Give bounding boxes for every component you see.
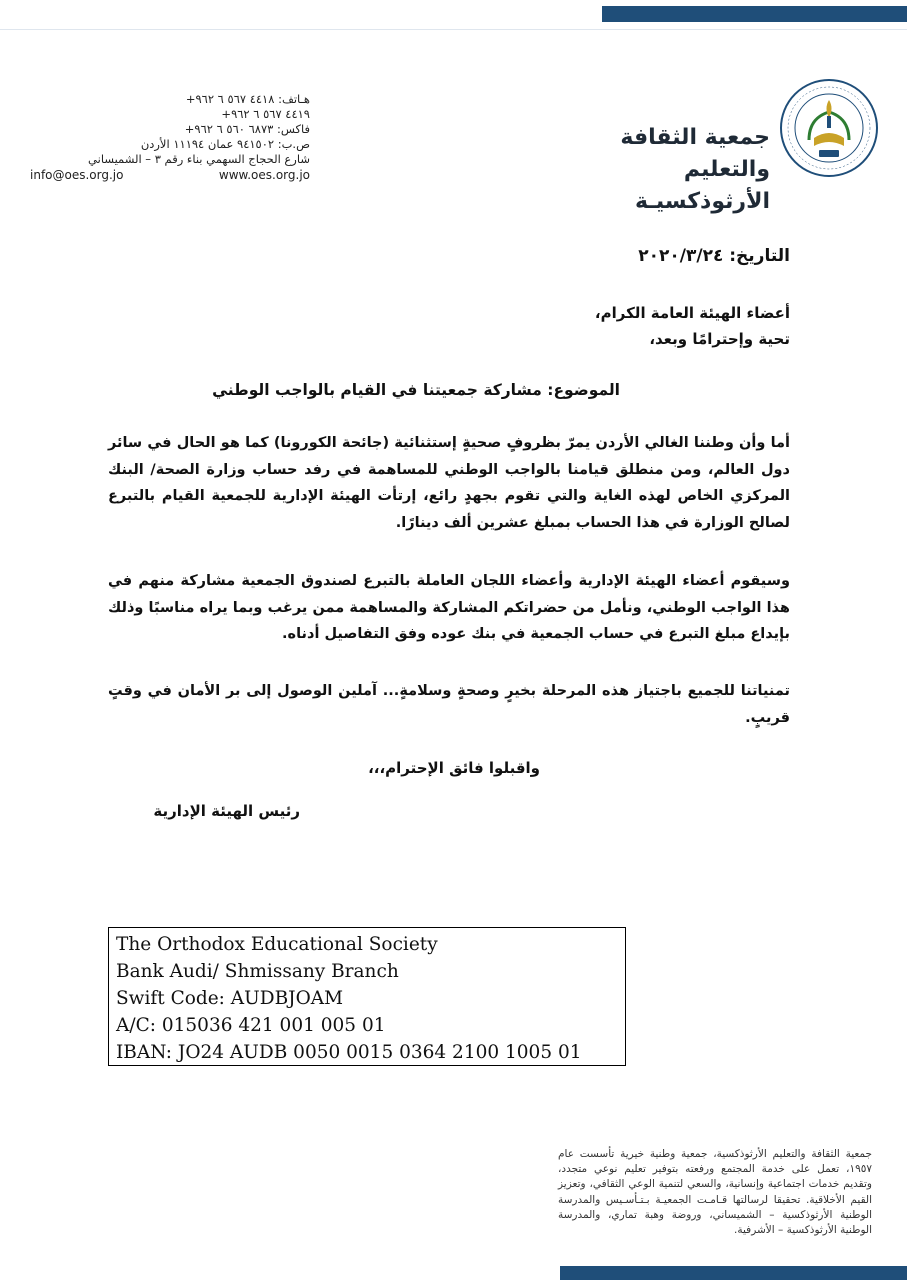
- phone-line: هـاتف: ٤٤١٨ ٥٦٧ ٦ ٩٦٢+: [185, 92, 310, 106]
- letter-subject: الموضوع: مشاركة جمعيتنا في القيام بالواجب الوطني: [212, 381, 620, 399]
- bottom-brand-stripe: [560, 1266, 907, 1280]
- org-name-line-1: جمعية الثقافة: [620, 125, 770, 150]
- paragraph-1: أما وأن وطننا الغالي الأردن يمرّ بظروفٍ صحيةٍ إستثنائية (جائحة الكورونا) كما هو الحال في سائر دول العالم، ومن منطلق قيامنا بالواجب الوطني للمساهمة في رفد حساب وزارة الصحة/ البنك المركزي الخاص لهذه الغاية والتي تقوم بجهدٍ رائع، إرتأت الهيئة الإدارية للجمعية القيام بالتبرع لصالح الوزارة في هذا الحساب بمبلغ عشرين ألف دينارًا.: [108, 435, 790, 531]
- contact-block: [30, 92, 310, 183]
- paragraph-3: تمنياتنا للجميع باجتياز هذه المرحلة بخيرٍ وصحةٍ وسلامةٍ... آملين الوصول إلى بر الأمان في وقتٍ قريبٍ.: [108, 683, 790, 726]
- account-number: A/C: 015036 421 001 005 01: [116, 1015, 386, 1036]
- top-brand-stripe: [602, 6, 907, 22]
- organization-name: [610, 122, 770, 218]
- letter-date: التاريخ: ٢٠٢٠/٣/٢٤: [638, 246, 790, 266]
- bank-branch: Bank Audi/ Shmissany Branch: [116, 961, 399, 982]
- salutation: أعضاء الهيئة العامة الكرام،: [594, 304, 790, 322]
- top-header-bar: [0, 0, 907, 30]
- salutation-block: [595, 300, 790, 352]
- paragraph-2: وسيقوم أعضاء الهيئة الإدارية وأعضاء اللجان العاملة بالتبرع لصندوق الجمعية مشاركة منهم في هذا الواجب الوطني، ونأمل من حضراتكم المشاركة والمساهمة ممن يرغب وبما يراه مناسبًا وذلك بإيداع مبلغ التبرع في حساب الجمعية في بنك عوده وفق التفاصيل أدناه.: [108, 573, 790, 642]
- phone-line-2: ٤٤١٩ ٥٦٧ ٦ ٩٦٢+: [221, 107, 310, 121]
- bank-details-box: [108, 927, 626, 1066]
- closing-line: واقبلوا فائق الإحترام،،،: [368, 759, 540, 777]
- society-seal-icon: [779, 78, 879, 178]
- bank-account-name: The Orthodox Educational Society: [116, 934, 438, 955]
- website-link[interactable]: www.oes.org.jo: [218, 168, 310, 182]
- po-box-line: ص.ب: ٩٤١٥٠٢ عمان ١١١٩٤ الأردن: [140, 137, 310, 151]
- swift-code: Swift Code: AUDBJOAM: [116, 988, 344, 1009]
- org-name-line-2: والتعليم الأرثوذكسيـة: [635, 157, 770, 214]
- fax-line: فاكس: ٦٨٧٣ ٥٦٠ ٦ ٩٦٢+: [184, 122, 310, 136]
- greeting: تحية وإحترامًا وبعد،: [649, 330, 790, 348]
- email-link[interactable]: info@oes.org.jo: [30, 168, 124, 182]
- iban: IBAN: JO24 AUDB 0050 0015 0364 2100 1005 01: [116, 1042, 582, 1063]
- web-contact-row: [30, 168, 310, 183]
- address-line: شارع الحجاج السهمي بناء رقم ٣ – الشميساني: [88, 152, 310, 166]
- footer-about-text: جمعية الثقافة والتعليم الأرثوذكسية، جمعية وطنية خيرية تأسست عام ١٩٥٧، تعمل على خدمة المجتمع ورفعته بتوفير تعليم نوعي متجدد، وتقديم خدمات اجتماعية وإنسانية، والسعي لتنمية الوعي الثقافي، وتعزيز القيم الأخلاقية. تحقيقا لرسالتها قـامـت الجمعيـة بـتـأسـيس والمدرسة الوطنية الأرثوذكسية – الشميساني، وروضة وهبة تماري، والمدرسة الوطنية الأرثوذكسية – الأشرفية.: [558, 1148, 872, 1237]
- signature-title: رئيس الهيئة الإدارية: [153, 802, 300, 820]
